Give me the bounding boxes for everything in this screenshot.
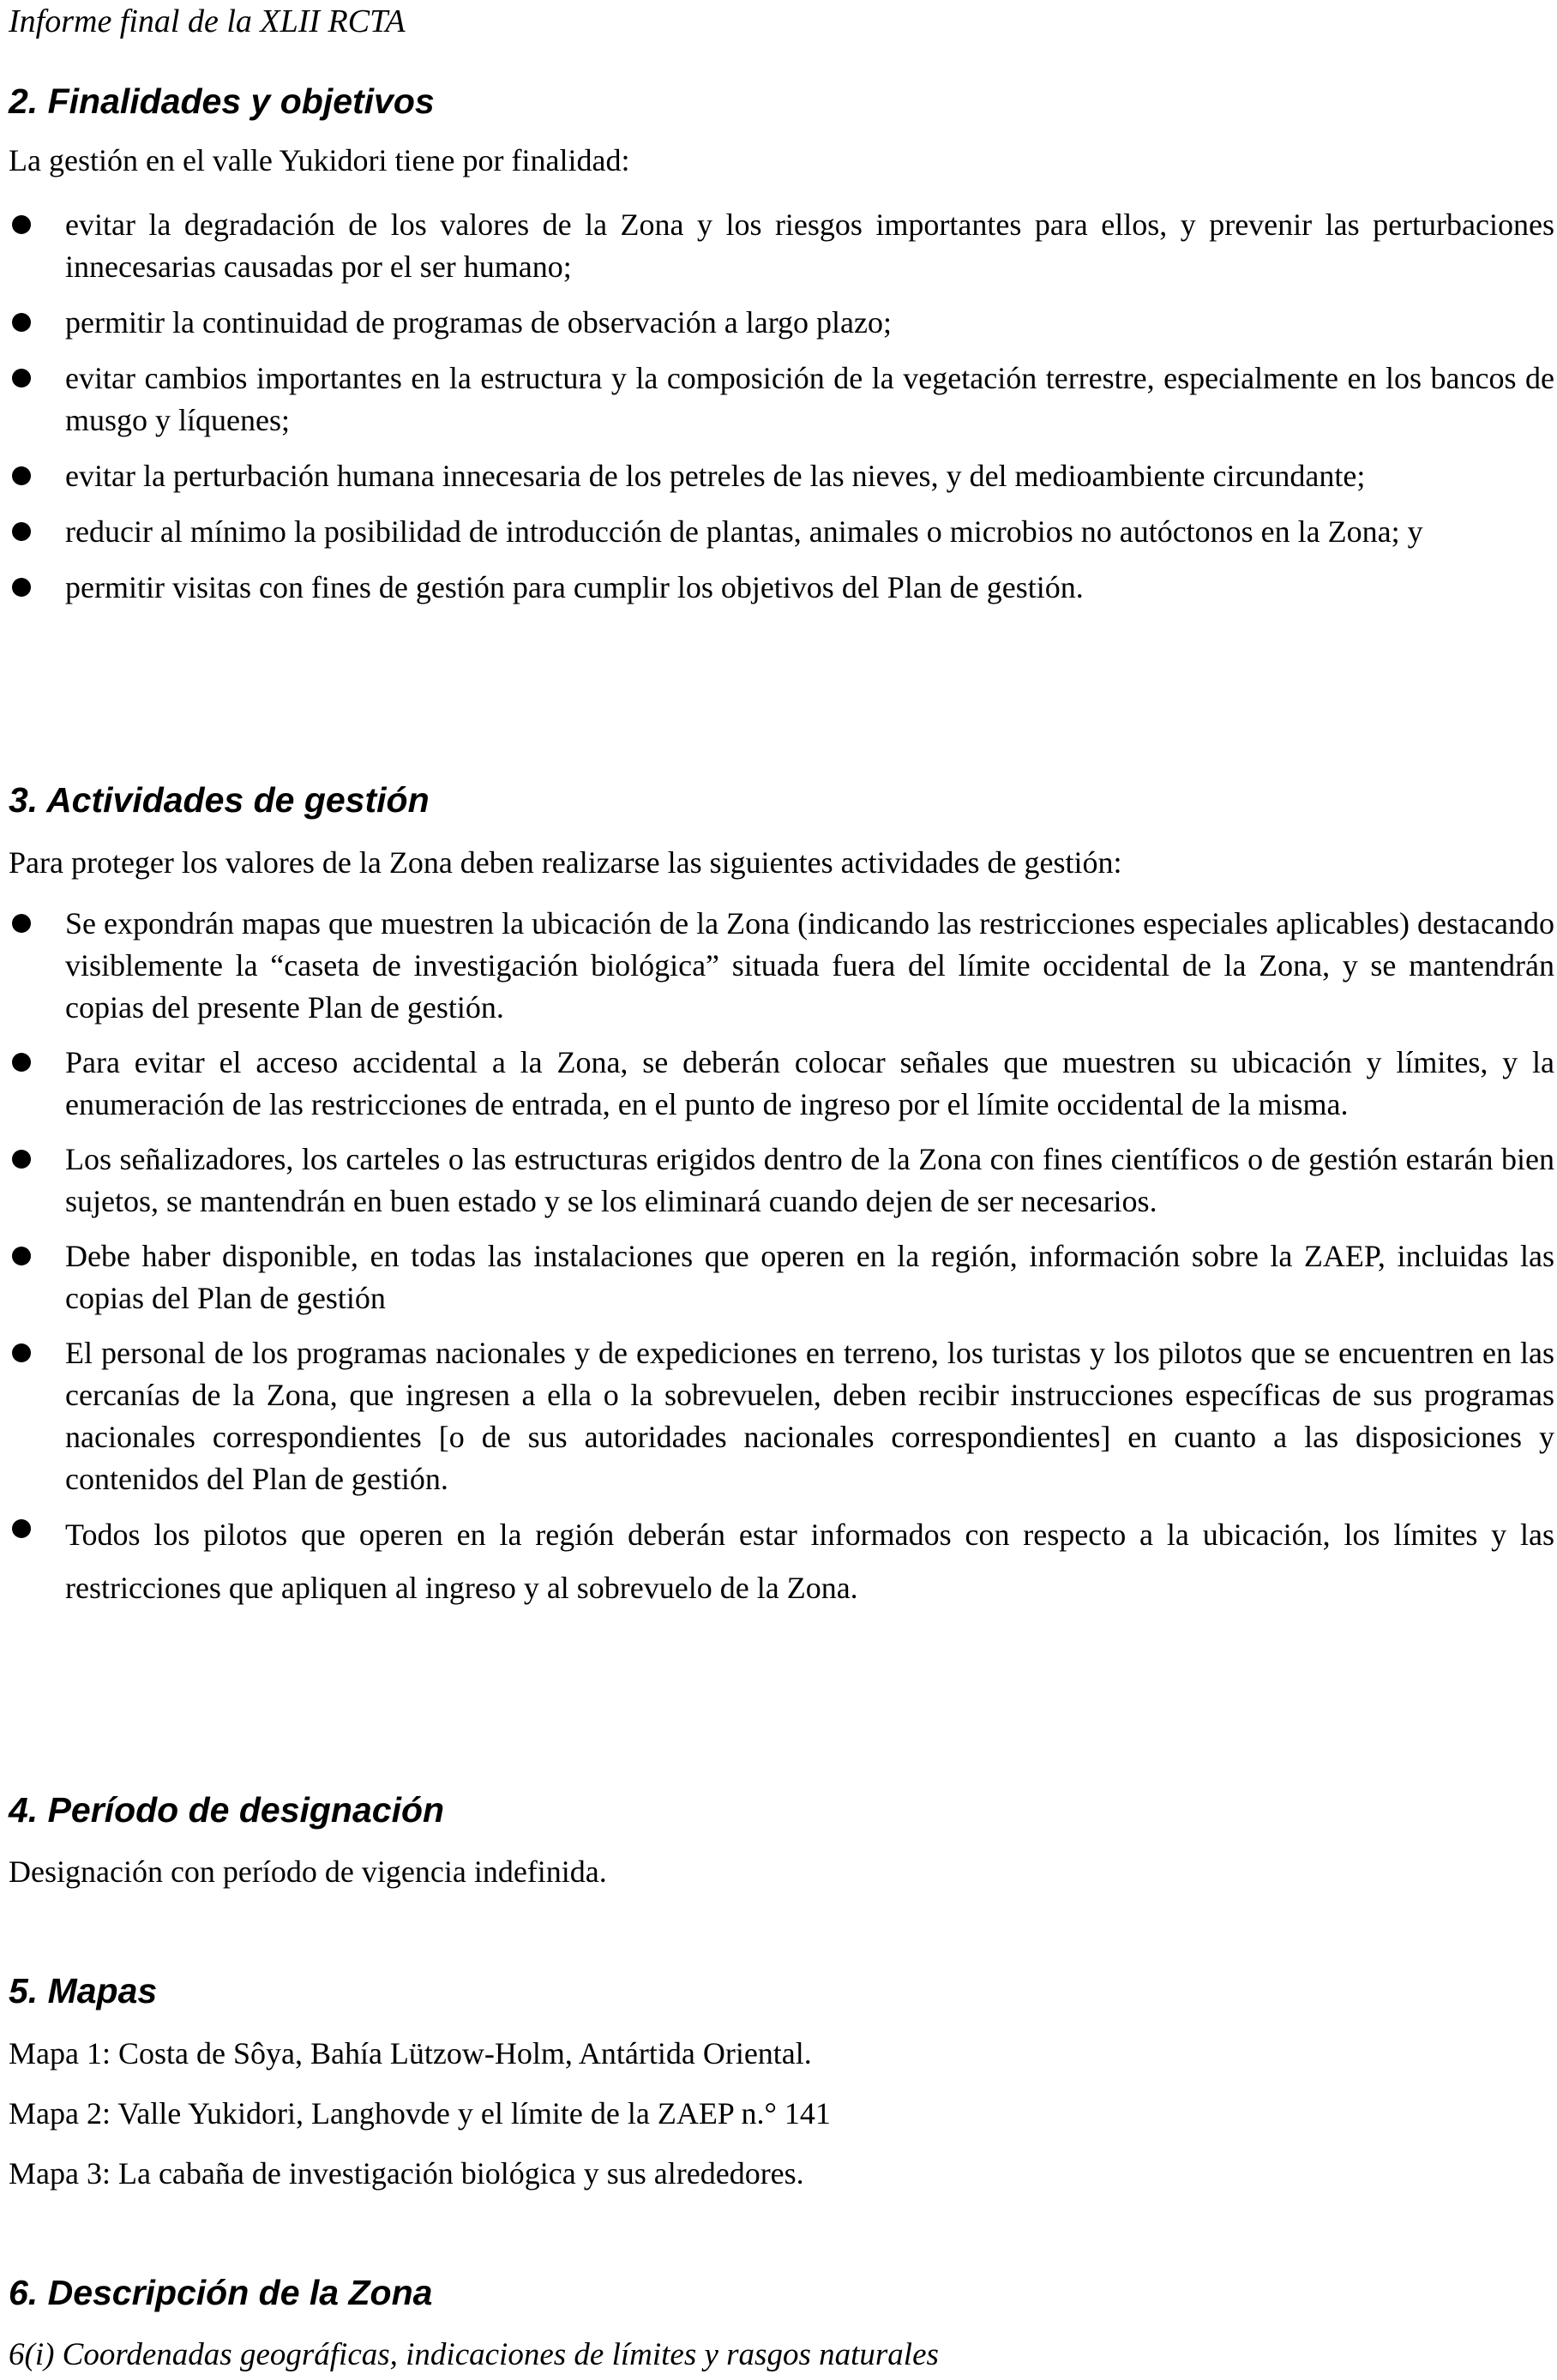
section-2-intro: La gestión en el valle Yukidori tiene por finalidad: — [9, 143, 630, 177]
map-reference-2: Mapa 2: Valle Yukidori, Langhovde y el límite de la ZAEP n.° 141 — [9, 2096, 831, 2131]
list-item — [9, 511, 1554, 553]
section-4-text: Designación con período de vigencia indefinida. — [9, 1854, 607, 1889]
bullet-icon — [12, 466, 31, 485]
bullet-icon — [12, 522, 31, 541]
list-item — [9, 1042, 1554, 1126]
list-item — [9, 1332, 1554, 1500]
list-item-text: Se expondrán mapas que muestren la ubicación de la Zona (indicando las restricciones especiales aplicables) destacando visiblemente la “caseta de investigación biológica” situada fuera del límite occidental de la Zona, y se mantendrán copias del presente Plan de gestión. — [65, 906, 1554, 1025]
list-item — [9, 903, 1554, 1029]
list-item-text: permitir visitas con fines de gestión para cumplir los objetivos del Plan de gestión. — [65, 570, 1084, 604]
bullet-icon — [12, 1150, 31, 1169]
list-item-text: Para evitar el acceso accidental a la Zona, se deberán colocar señales que muestren su ubicación y límites, y la enumeración de las restricciones de entrada, en el punto de ingreso por el límite occidental de la misma. — [65, 1045, 1554, 1121]
list-item — [9, 302, 1554, 344]
section-3-heading: 3. Actividades de gestión — [9, 780, 430, 820]
list-item-text: Todos los pilotos que operen en la región deberán estar informados con respecto a la ubicación, los límites y las restricciones que apliquen al ingreso y al sobrevuelo de la Zona. — [65, 1518, 1554, 1605]
list-item-text: El personal de los programas nacionales y de expediciones en terreno, los turistas y los pilotos que se encuentren en las cercanías de la Zona, que ingresen a ella o la sobrevuelen, deben recibir instrucciones específicas de sus programas nacionales correspondientes [o de sus autoridades nacionales correspondientes] en cuanto a las disposiciones y contenidos del Plan de gestión. — [65, 1336, 1554, 1496]
activities-list — [9, 903, 1554, 1627]
bullet-icon — [12, 1247, 31, 1265]
bullet-icon — [12, 914, 31, 933]
list-item — [9, 455, 1554, 497]
list-item-text: evitar la perturbación humana innecesaria de los petreles de las nieves, y del medioambiente circundante; — [65, 459, 1366, 493]
list-item — [9, 358, 1554, 442]
bullet-icon — [12, 215, 31, 234]
section-6-subheading: 6(i) Coordenadas geográficas, indicaciones de límites y rasgos naturales — [9, 2337, 939, 2372]
running-header: Informe final de la XLII RCTA — [9, 3, 406, 39]
list-item — [9, 1508, 1554, 1614]
bullet-icon — [12, 578, 31, 597]
map-reference-3: Mapa 3: La cabaña de investigación biológica y sus alrededores. — [9, 2156, 804, 2191]
list-item-text: Debe haber disponible, en todas las instalaciones que operen en la región, información sobre la ZAEP, incluidas las copias del Plan de gestión — [65, 1239, 1554, 1315]
list-item-text: permitir la continuidad de programas de observación a largo plazo; — [65, 305, 893, 340]
section-6-heading: 6. Descripción de la Zona — [9, 2273, 433, 2312]
list-item-text: reducir al mínimo la posibilidad de introducción de plantas, animales o microbios no autóctonos en la Zona; y — [65, 514, 1423, 549]
bullet-icon — [12, 1053, 31, 1072]
list-item-text: Los señalizadores, los carteles o las estructuras erigidos dentro de la Zona con fines científicos o de gestión estarán bien sujetos, se mantendrán en buen estado y se los eliminará cuando dejen de ser necesarios. — [65, 1142, 1554, 1218]
list-item — [9, 1139, 1554, 1223]
section-5-heading: 5. Mapas — [9, 1971, 158, 2010]
list-item — [9, 204, 1554, 288]
list-item-text: evitar la degradación de los valores de la Zona y los riesgos importantes para ellos, y prevenir las perturbaciones innecesarias causadas por el ser humano; — [65, 207, 1554, 284]
bullet-icon — [12, 1343, 31, 1362]
bullet-icon — [12, 313, 31, 332]
list-item — [9, 1235, 1554, 1319]
objectives-list — [9, 204, 1554, 622]
bullet-icon — [12, 1519, 31, 1538]
bullet-icon — [12, 369, 31, 388]
list-item-text: evitar cambios importantes en la estructura y la composición de la vegetación terrestre, especialmente en los bancos de musgo y líquenes; — [65, 361, 1554, 437]
section-2-heading: 2. Finalidades y objetivos — [9, 81, 435, 121]
map-reference-1: Mapa 1: Costa de Sôya, Bahía Lützow-Holm, Antártida Oriental. — [9, 2036, 812, 2070]
list-item — [9, 567, 1554, 609]
section-3-intro: Para proteger los valores de la Zona deben realizarse las siguientes actividades de gestión: — [9, 845, 1122, 880]
section-4-heading: 4. Período de designación — [9, 1790, 445, 1830]
